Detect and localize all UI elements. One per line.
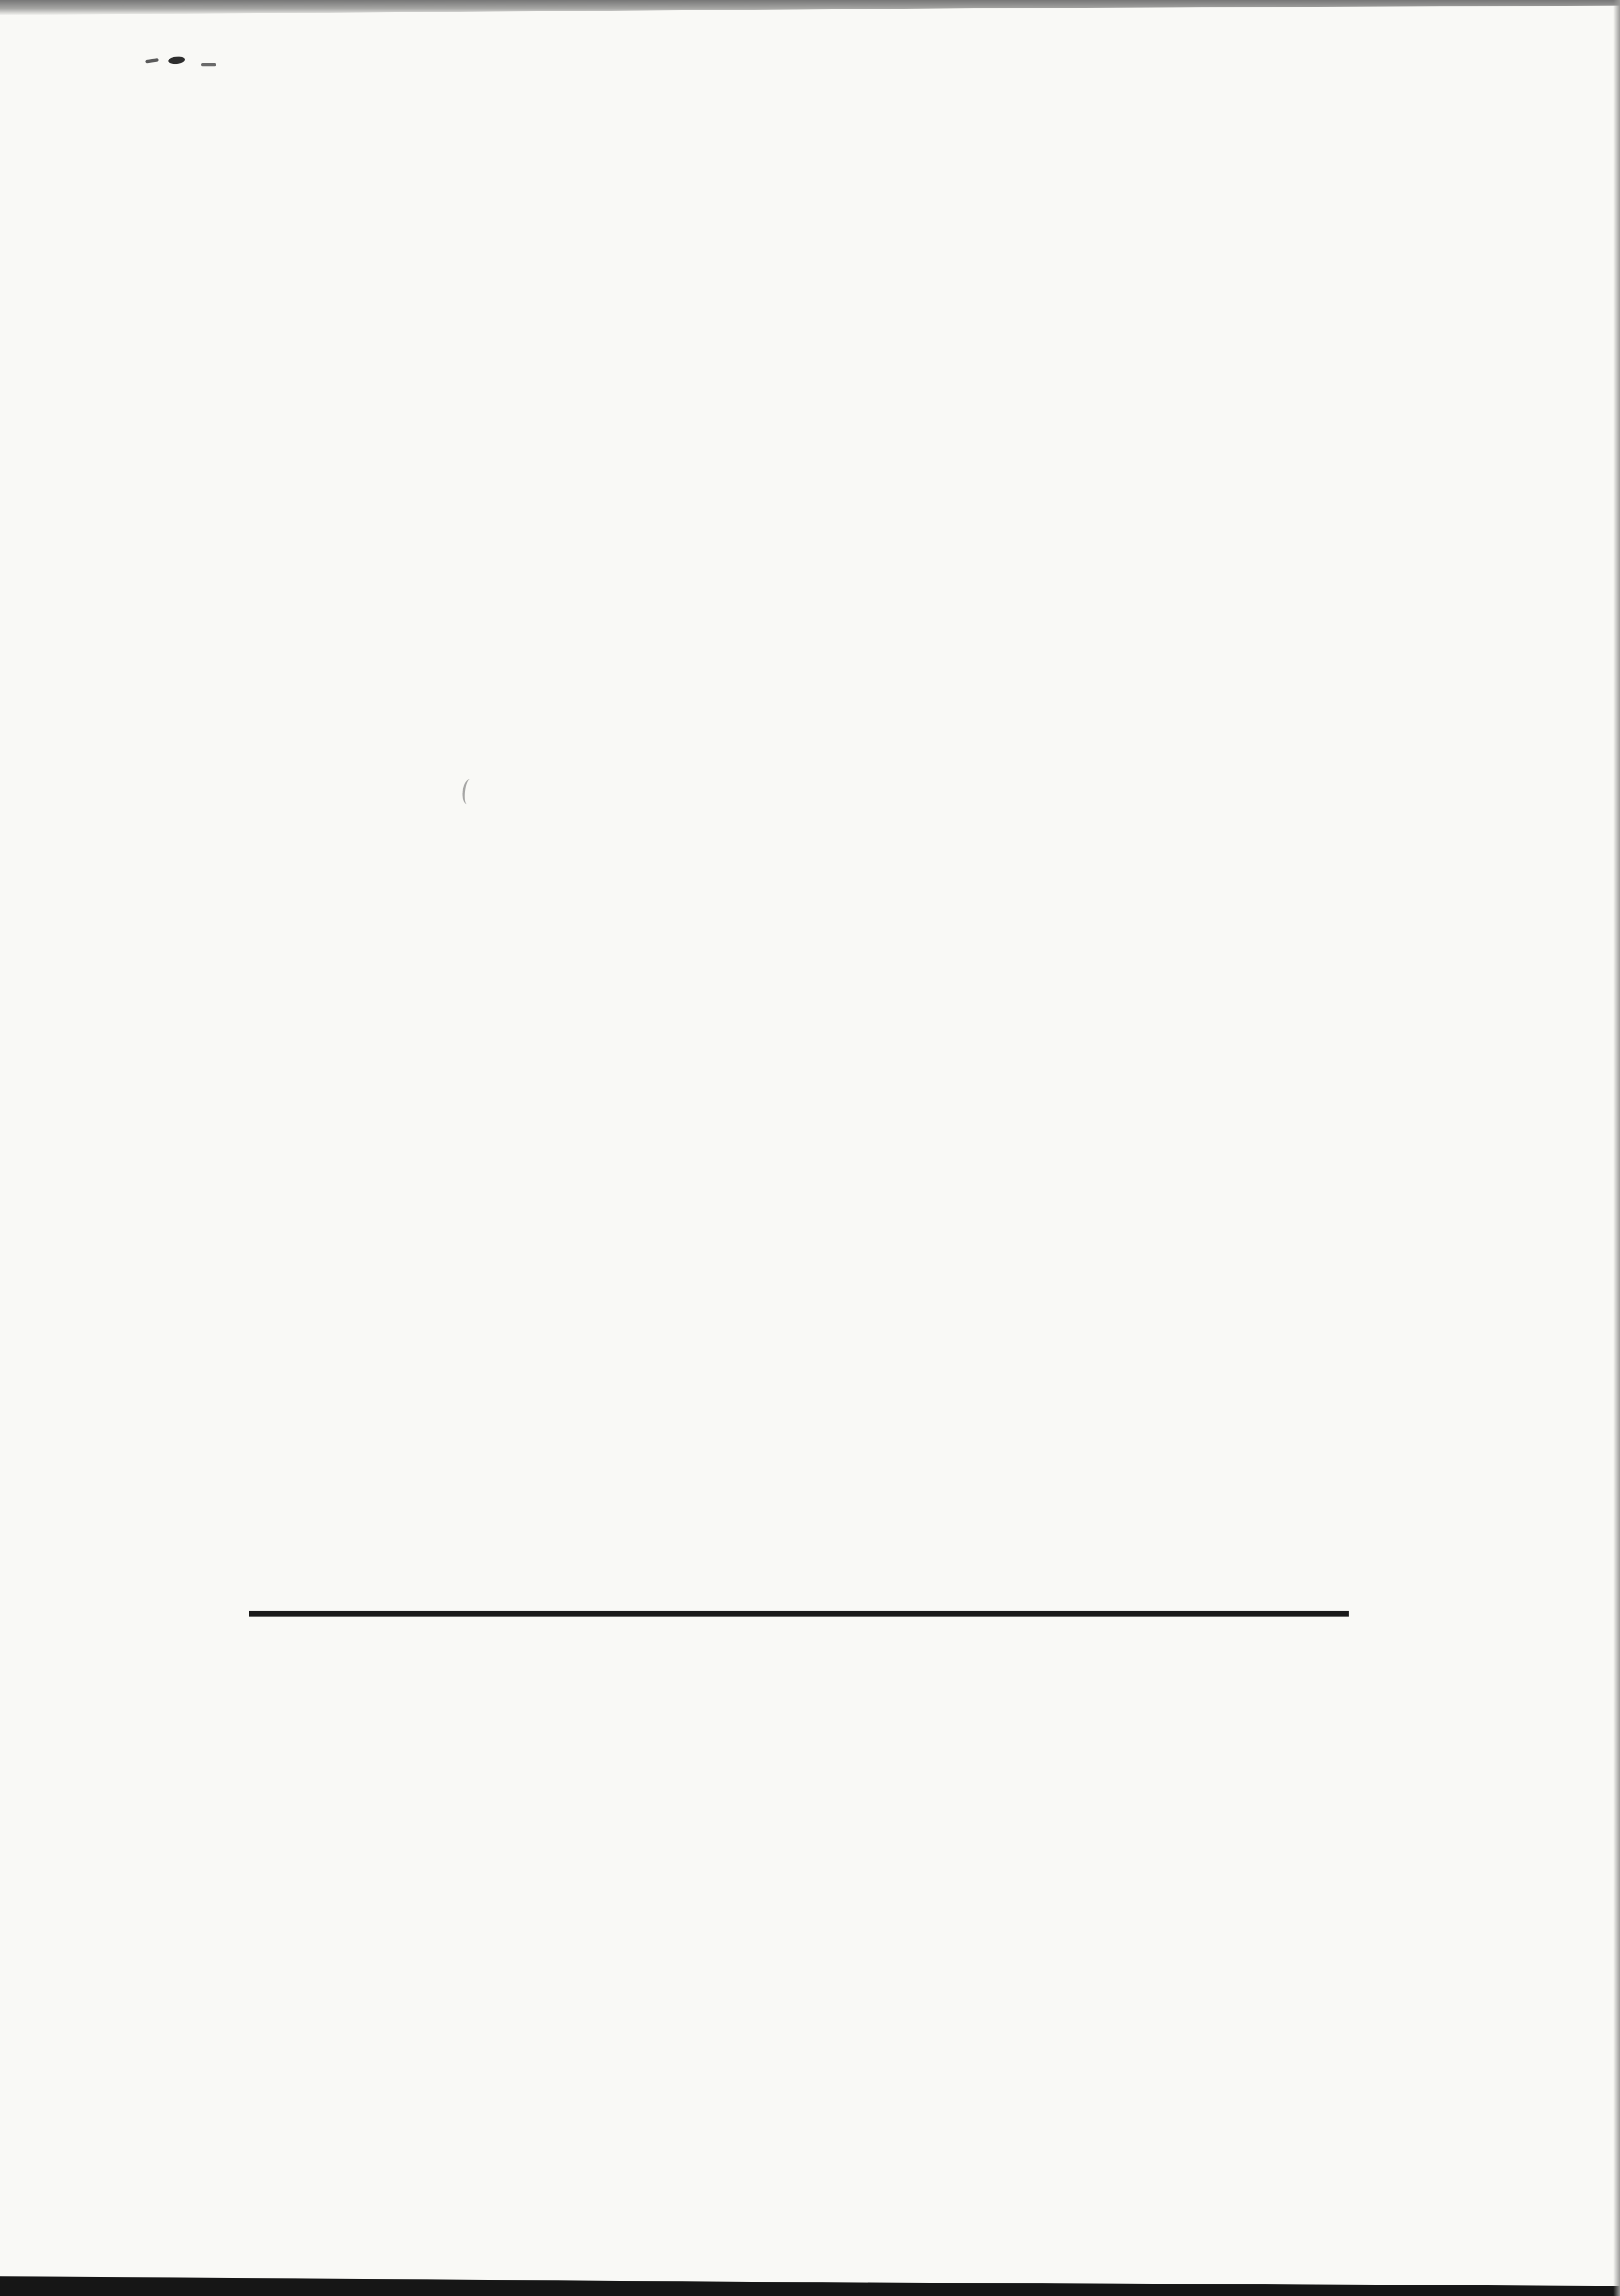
performance-table	[249, 1611, 1349, 1617]
ink-smudge	[168, 56, 185, 64]
ink-smudge	[201, 63, 216, 66]
stray-paren-mark	[461, 779, 476, 805]
scan-artifact-bottom-edge	[0, 2271, 1620, 2296]
scan-artifact-top-edge	[0, 0, 1620, 16]
scan-artifact-right-edge	[1613, 0, 1620, 2296]
ink-smudge	[145, 58, 159, 63]
